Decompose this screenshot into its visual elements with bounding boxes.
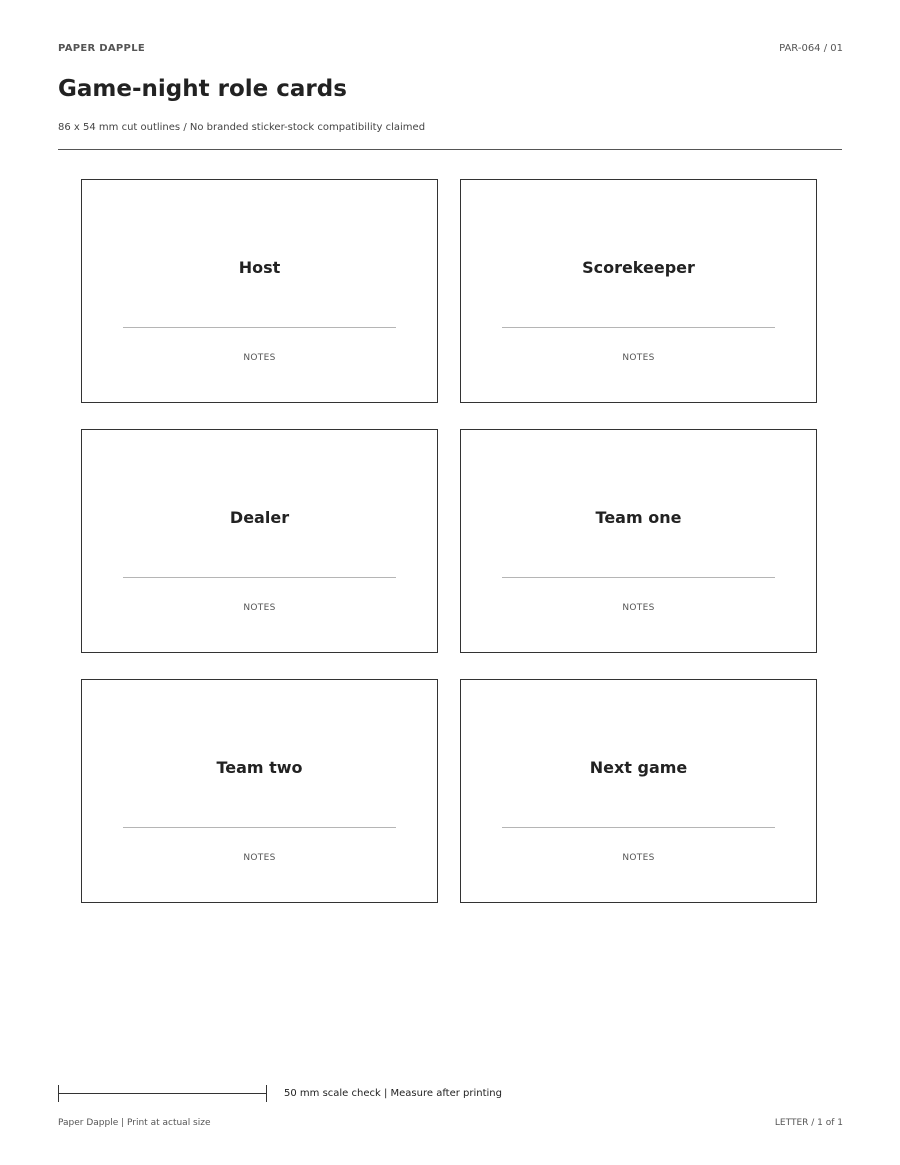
scale-bar: [58, 1085, 267, 1102]
role-card-host: [81, 179, 438, 403]
role-card-scorekeeper: [460, 179, 817, 403]
role-card-team-one: [460, 429, 817, 653]
role-card-dealer: [81, 429, 438, 653]
notes-label: NOTES: [622, 353, 655, 363]
brand-label: PAPER DAPPLE: [58, 43, 145, 54]
document-code: PAR-064 / 01: [779, 43, 843, 54]
role-card-next-game: [460, 679, 817, 903]
card-title: Host: [238, 258, 281, 277]
header-rule: [58, 149, 842, 150]
card-title: Team one: [595, 508, 682, 527]
notes-line: [123, 827, 396, 828]
role-card-team-two: [81, 679, 438, 903]
notes-label: NOTES: [243, 353, 276, 363]
footer-right: LETTER / 1 of 1: [774, 1118, 843, 1128]
page-subtitle: 86 x 54 mm cut outlines / No branded sticker-stock compatibility claimed: [58, 122, 426, 133]
card-title: Scorekeeper: [582, 258, 695, 277]
scale-bar-right-tick: [266, 1085, 267, 1102]
card-title: Team two: [216, 758, 303, 777]
footer-left: Paper Dapple | Print at actual size: [58, 1118, 211, 1128]
notes-label: NOTES: [622, 853, 655, 863]
notes-line: [123, 327, 396, 328]
scale-check-label: 50 mm scale check | Measure after printing: [284, 1088, 502, 1099]
card-title: Dealer: [229, 508, 290, 527]
notes-line: [502, 577, 775, 578]
notes-label: NOTES: [243, 853, 276, 863]
notes-label: NOTES: [622, 603, 655, 613]
scale-bar-line: [58, 1093, 267, 1094]
card-title: Next game: [589, 758, 688, 777]
notes-line: [502, 827, 775, 828]
notes-line: [123, 577, 396, 578]
notes-line: [502, 327, 775, 328]
page-title: Game-night role cards: [58, 76, 347, 102]
notes-label: NOTES: [243, 603, 276, 613]
